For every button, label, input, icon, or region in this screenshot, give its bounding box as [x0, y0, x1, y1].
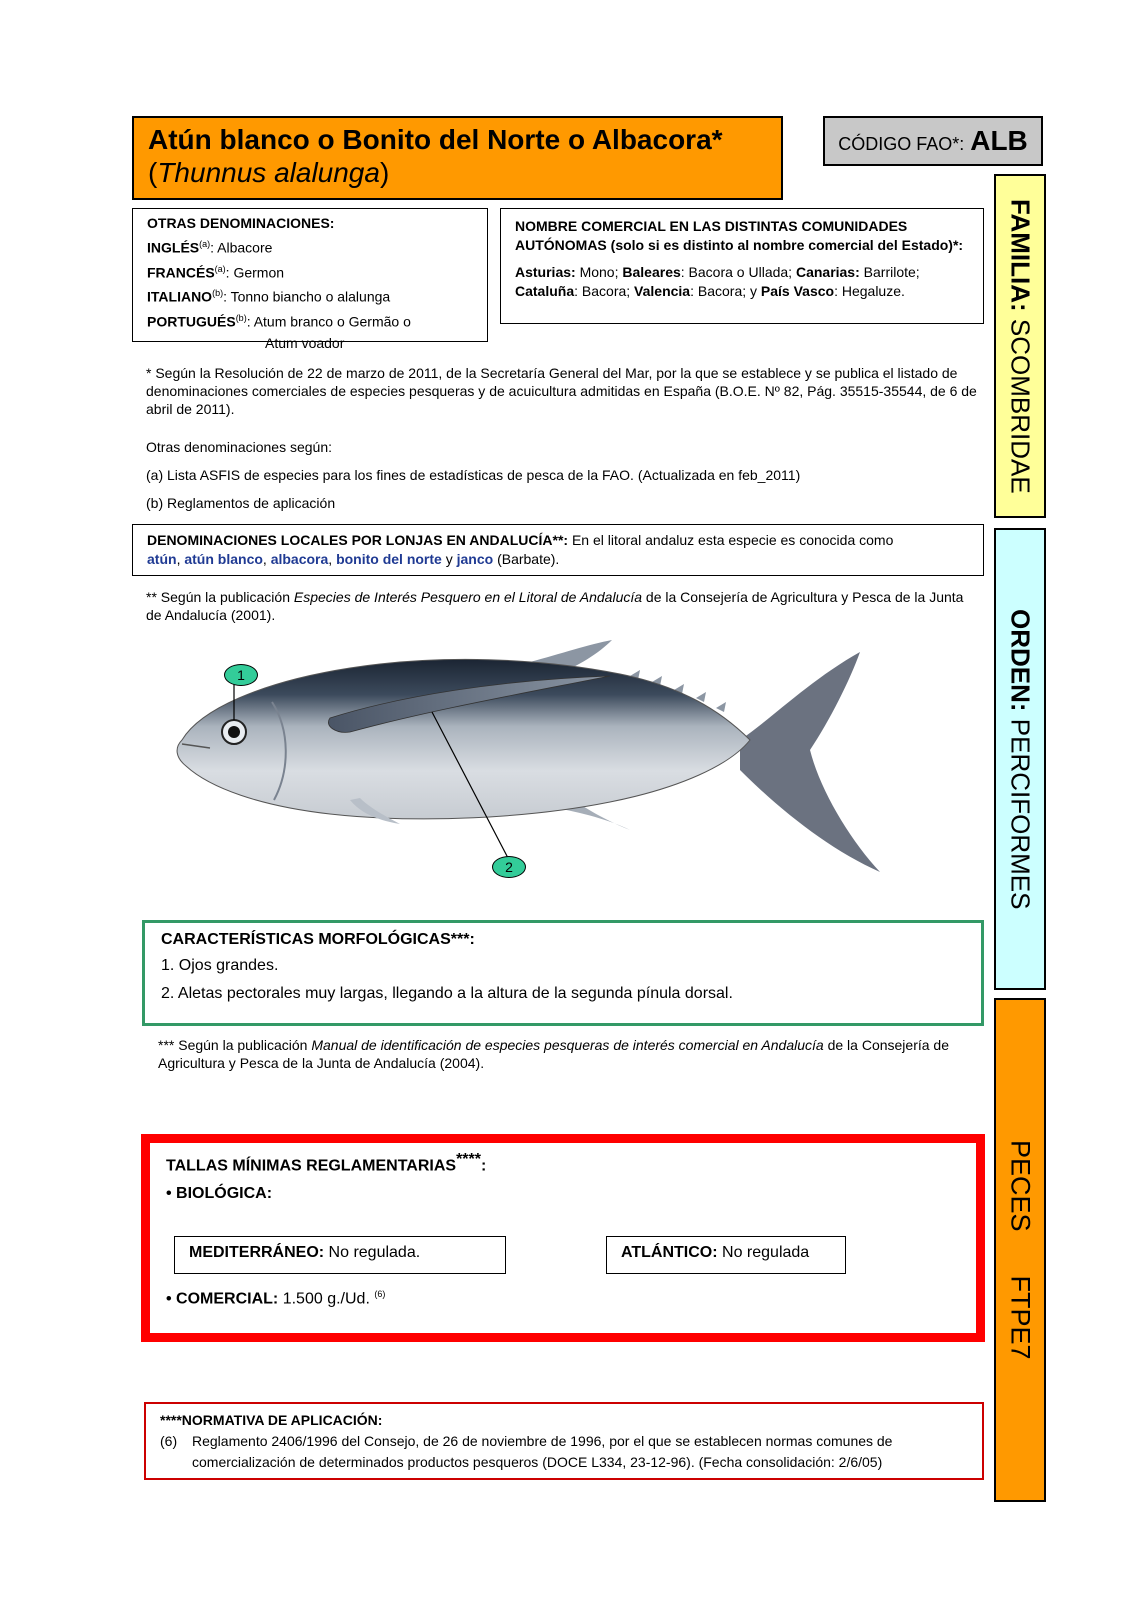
fao-code-value: ALB	[970, 125, 1028, 156]
otras-lang: INGLÉS	[147, 239, 200, 256]
orden-value: PERCIFORMES	[1005, 718, 1036, 910]
orden-label: ORDEN:	[1005, 608, 1036, 712]
normativa-box	[144, 1402, 984, 1480]
pub2001-suffix: de la Consejería de Agricultura y Pesca de la Junta de Andalucía (2001).	[146, 589, 964, 623]
nc-value: : Bacora o Ullada;	[680, 264, 796, 280]
fao-code-label: CÓDIGO FAO*:	[838, 133, 965, 154]
otras-ref: (a)	[214, 263, 226, 274]
otras-value: : Albacore	[210, 239, 273, 256]
morfologia-item-2: 2. Aletas pectorales muy largas, llegando a la altura de la segunda pínula dorsal.	[161, 985, 733, 1002]
med-label: MEDITERRÁNEO:	[189, 1244, 325, 1261]
tallas-heading-text: TALLAS MÍNIMAS REGLAMENTARIAS	[166, 1157, 457, 1175]
publicacion-2004-note	[158, 1036, 978, 1072]
ficha-code: FTPE7	[1005, 1275, 1036, 1360]
nombre-comercial-line-1	[515, 263, 969, 282]
fuente-b-text: (b) Reglamentos de aplicación	[146, 495, 336, 511]
normativa-text-1: Reglamento 2406/1996 del Consejo, de 26 de noviembre de 1996, por el que se establecen normas comunes de	[192, 1433, 893, 1449]
marker-2: 2	[492, 856, 526, 878]
otras-heading: OTRAS DENOMINACIONES:	[147, 215, 335, 231]
otras-ref: (a)	[199, 239, 211, 249]
albacore-fish-illustration	[160, 640, 900, 900]
nc-value: : Hegaluze.	[834, 283, 905, 299]
normativa-line-2: comercialización de determinados productos pesqueros (DOCE L334, 23-12-96). (Fecha consolidación: 2/6/05)	[192, 1454, 883, 1470]
familia-sidebar	[994, 174, 1046, 518]
otras-denominaciones-box	[132, 208, 488, 351]
morfologia-item-1: 1. Ojos grandes.	[161, 957, 279, 974]
comercial-label: • COMERCIAL:	[166, 1290, 279, 1308]
comercial-value: 1.500 g./Ud.	[278, 1290, 375, 1308]
locales-names	[147, 551, 493, 567]
nc-region: Cataluña	[515, 283, 575, 299]
otras-row	[147, 234, 473, 259]
otras-ref: (b)	[235, 312, 247, 323]
pub2001-title: Especies de Interés Pesquero en el Litoral de Andalucía	[293, 589, 643, 605]
nombre-comercial-box	[500, 208, 984, 324]
locales-heading: DENOMINACIONES LOCALES POR LONJAS EN ANDALUCÍA**:	[147, 532, 569, 548]
med-value: No regulada.	[324, 1244, 421, 1261]
mediterraneo-box	[174, 1236, 506, 1274]
locales-suffix: (Barbate).	[493, 551, 560, 567]
tallas-minimas-box	[141, 1134, 985, 1342]
publicacion-2001-note	[146, 588, 978, 624]
otras-rows	[147, 234, 473, 333]
denominaciones-locales-box	[132, 524, 984, 576]
otras-lang: PORTUGUÉS	[147, 313, 236, 330]
otras-value: : Germon	[225, 264, 285, 281]
fish-body	[177, 659, 750, 818]
otras-row	[147, 259, 473, 284]
species-title-box	[132, 116, 783, 200]
otras-row	[147, 308, 473, 333]
tallas-heading-colon: :	[480, 1157, 487, 1175]
otras-value: : Tonno biancho o alalunga	[223, 288, 391, 305]
normativa-ref: (6)	[160, 1433, 178, 1449]
paren-close: )	[379, 157, 390, 188]
local-sep: ,	[328, 551, 337, 567]
local-name: atún blanco	[184, 551, 263, 567]
fuente-a-text: (a) Lista ASFIS de especies para los fines de estadísticas de pesca de la FAO. (Actualizada en feb_2011)	[146, 467, 801, 483]
grupo-value: PECES	[1005, 1140, 1036, 1232]
nc-region: Baleares	[622, 264, 681, 280]
otras-row	[147, 283, 473, 308]
caracteristicas-morfologicas-box	[142, 920, 984, 1026]
orden-sidebar	[994, 528, 1046, 990]
local-sep: ,	[262, 551, 271, 567]
pub2004-title: Manual de identificación de especies pesqueras de interés comercial en Andalucía	[311, 1037, 824, 1053]
locales-intro: En el litoral andaluz esta especie es conocida como	[568, 532, 894, 548]
normativa-line-1	[160, 1431, 968, 1452]
species-scientific-line	[148, 156, 767, 190]
otras-lang: ITALIANO	[147, 288, 213, 305]
tallas-heading	[166, 1151, 960, 1175]
familia-value: SCOMBRIDAE	[1005, 318, 1036, 494]
otras-lang: FRANCÉS	[147, 264, 215, 281]
morfologia-heading: CARACTERÍSTICAS MORFOLÓGICAS***:	[161, 931, 475, 948]
normativa-heading: ****NORMATIVA DE APLICACIÓN:	[160, 1412, 383, 1428]
tallas-comercial	[166, 1289, 385, 1308]
marker-1: 1	[224, 664, 258, 686]
pub2004-suffix: de la Consejería de Agricultura y Pesca de la Junta de Andalucía (2004).	[158, 1037, 950, 1071]
otras-ref: (b)	[212, 288, 224, 299]
nc-value: Barrilote;	[859, 264, 920, 280]
nombre-comercial-line-2	[515, 282, 969, 301]
pub2004-prefix: *** Según la publicación	[158, 1037, 312, 1053]
nc-value: : Bacora;	[574, 283, 635, 299]
nc-value: Mono;	[575, 264, 623, 280]
nc-region: País Vasco	[760, 283, 835, 299]
familia-label: FAMILIA:	[1005, 198, 1036, 312]
otras-segun-text: Otras denominaciones según:	[146, 439, 332, 455]
nc-value: : Bacora; y	[690, 283, 761, 299]
atlantico-box	[606, 1236, 846, 1274]
otras-value: : Atum branco o Germão o	[246, 313, 411, 330]
atl-value: No regulada	[717, 1244, 810, 1261]
tallas-heading-mark: ****	[456, 1151, 481, 1168]
pupil	[228, 726, 240, 738]
local-and: y	[441, 551, 457, 567]
resolucion-note: * Según la Resolución de 22 de marzo de 2011, de la Secretaría General del Mar, por la que se establece y se publica el listado de denominaciones comerciales de especies pesqueras y de acuicultura admitidas en España (B.O.E. Nº 82, Pág. 35515-35544, de 6 de abril de 2011).	[146, 365, 977, 417]
grupo-sidebar	[994, 998, 1046, 1502]
otras-continuation: Atum voador	[265, 334, 345, 351]
local-name: bonito del norte	[336, 551, 442, 567]
local-name: janco	[456, 551, 494, 567]
nc-region: Asturias:	[515, 264, 576, 280]
pub2001-prefix: ** Según la publicación	[146, 589, 294, 605]
atl-label: ATLÁNTICO:	[621, 1244, 718, 1261]
tallas-biologica: • BIOLÓGICA:	[166, 1185, 273, 1203]
local-name: atún	[147, 551, 177, 567]
local-sep: ,	[176, 551, 185, 567]
species-scientific-name: Thunnus alalunga	[157, 157, 380, 188]
caudal-fin	[740, 652, 880, 872]
nc-region: Valencia	[634, 283, 691, 299]
comercial-ref: (6)	[374, 1289, 386, 1299]
fao-code-box	[823, 116, 1043, 166]
local-name: albacora	[270, 551, 329, 567]
species-common-name: Atún blanco o Bonito del Norte o Albacora*	[148, 124, 723, 155]
nc-region: Canarias:	[795, 264, 860, 280]
nombre-comercial-heading: NOMBRE COMERCIAL EN LAS DISTINTAS COMUNIDADES AUTÓNOMAS (solo si es distinto al nombre comercial del Estado)*:	[515, 218, 964, 253]
paren-open: (	[148, 157, 158, 188]
